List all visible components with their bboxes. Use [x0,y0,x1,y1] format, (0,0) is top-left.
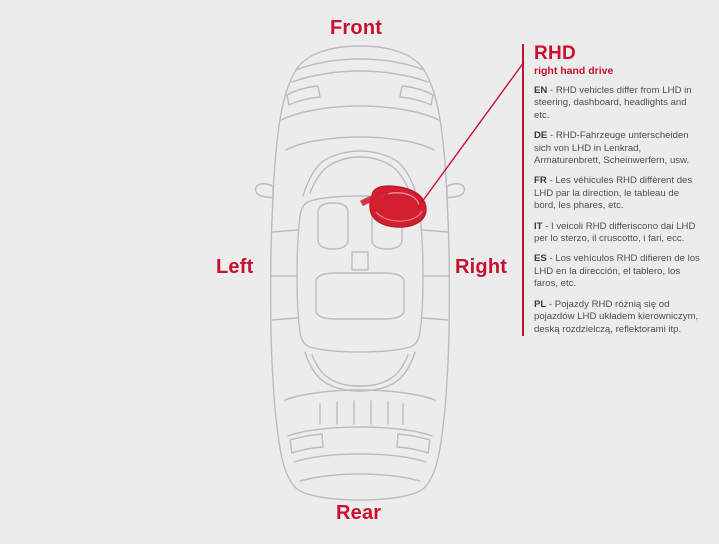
description-en [534,85,702,122]
lang-code-es: ES [534,253,547,265]
lang-code-fr: FR [534,175,547,187]
orientation-label-right: Right [455,256,508,278]
description-text-en: - RHD vehicles differ from LHD in steering, dashboard, headlights and etc. [534,85,692,121]
description-text-de: - RHD-Fahrzeuge unterscheiden sich von LHD in Lenkrad, Armaturenbrett, Scheinwerfern, usw. [534,130,690,167]
orientation-label-left: Left [216,256,254,278]
lang-code-en: EN [534,85,548,96]
description-text-it: - I veicoli RHD differiscono dai LHD per lo sterzo, il cruscotto, i fari, ecc. [534,220,696,245]
orientation-label-rear: Rear [336,502,382,524]
description-de [534,130,702,167]
description-text-es: - Los vehículos RHD difieren de los LHD en la dirección, el tablero, los faros, etc. [534,253,700,290]
lang-code-de: DE [534,130,548,142]
info-title: RHD [534,43,577,64]
lang-code-pl: PL [534,298,547,310]
description-text-fr: - Les véhicules RHD diffèrent des LHD par la direction, le tableau de bord, les phares, etc. [534,175,693,212]
rhd-info-panel [522,44,702,336]
description-it [534,221,702,246]
description-text-pl: - Pojazdy RHD różnią się od pojazdów LHD układem kierowniczym, deską rozdzielczą, reflektorami itp. [534,298,699,335]
lang-code-it: IT [534,220,543,232]
description-es [534,253,702,290]
description-fr [534,175,702,212]
steering-wheel-highlight [360,186,426,227]
description-pl [534,299,702,336]
orientation-label-front: Front [330,17,383,39]
callout-leader-line [419,62,524,206]
info-subtitle: right hand drive [534,65,614,77]
